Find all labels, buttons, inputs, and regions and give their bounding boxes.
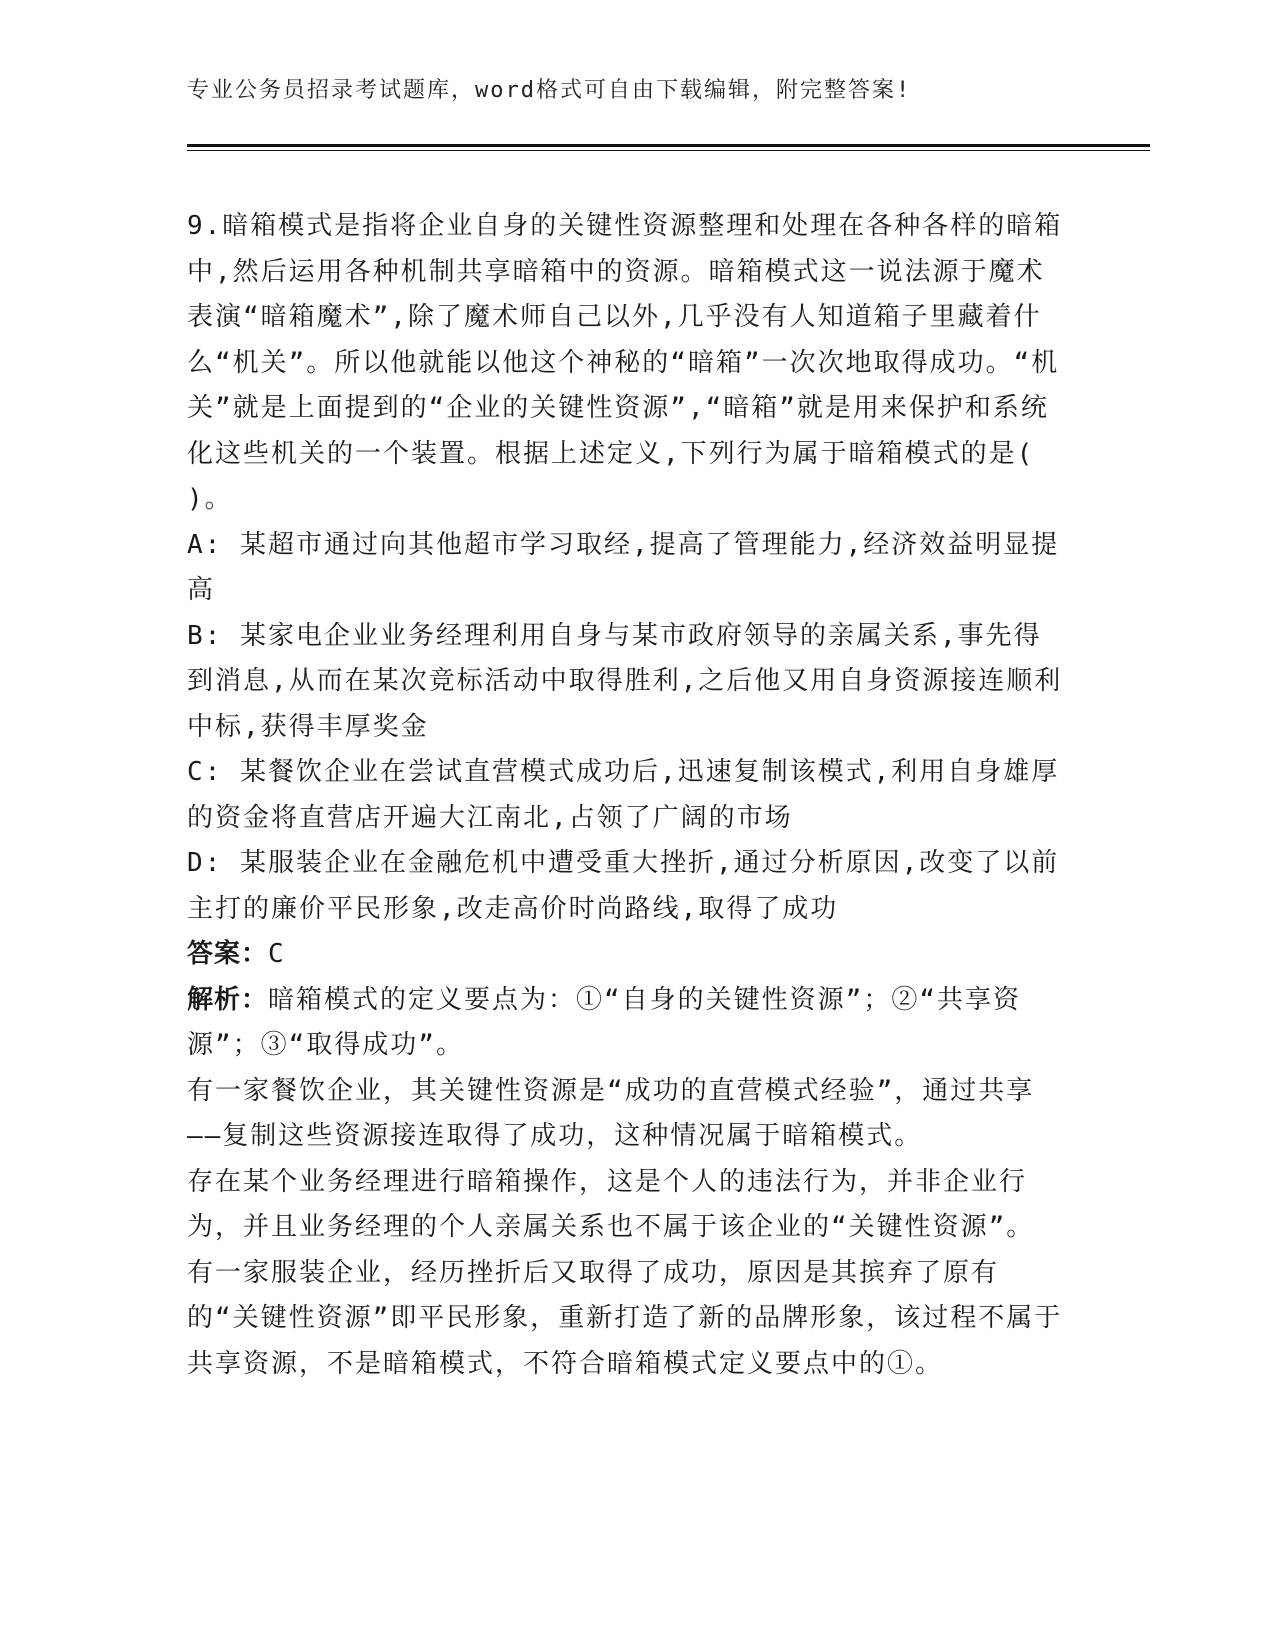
question-content	[187, 204, 1067, 1387]
answer-line	[187, 932, 1067, 978]
option-b: B: 某家电企业业务经理利用自身与某市政府领导的亲属关系,事先得到消息,从而在某次竞标活动中取得胜利,之后他又用自身资源接连顺利中标,获得丰厚奖金	[187, 620, 1063, 742]
option-d: D: 某服装企业在金融危机中遭受重大挫折,通过分析原因,改变了以前主打的廉价平民形象,改走高价时尚路线,取得了成功	[187, 848, 1060, 924]
analysis-paragraph-1: 有一家餐饮企业，其关键性资源是“成功的直营模式经验”，通过共享——复制这些资源接连取得了成功，这种情况属于暗箱模式。	[187, 1075, 1035, 1151]
option-c: C: 某餐饮企业在尝试直营模式成功后,迅速复制该模式,利用自身雄厚的资金将直营店开遍大江南北,占领了广阔的市场	[187, 757, 1060, 833]
analysis-intro-line	[187, 978, 1067, 1069]
answer-value: C	[268, 939, 286, 969]
analysis-intro: 暗箱模式的定义要点为：①“自身的关键性资源”；②“共享资源”；③“取得成功”。	[187, 984, 1021, 1060]
answer-label: 答案：	[187, 939, 269, 969]
analysis-paragraph-3: 有一家服装企业，经历挫折后又取得了成功，原因是其摈弃了原有的“关键性资源”即平民形象，重新打造了新的品牌形象，该过程不属于共享资源，不是暗箱模式，不符合暗箱模式定义要点中的①。	[187, 1257, 1063, 1379]
question-stem: 9.暗箱模式是指将企业自身的关键性资源整理和处理在各种各样的暗箱中,然后运用各种机制共享暗箱中的资源。暗箱模式这一说法源于魔术表演“暗箱魔术”,除了魔术师自己以外,几乎没有人知道箱子里藏着什么“机关”。所以他就能以他这个神秘的“暗箱”一次次地取得成功。“机关”就是上面提到的“企业的关键性资源”,“暗箱”就是用来保护和系统化这些机关的一个装置。根据上述定义,下列行为属于暗箱模式的是( )。	[187, 211, 1063, 514]
option-a: A: 某超市通过向其他超市学习取经,提高了管理能力,经济效益明显提高	[187, 529, 1060, 605]
analysis-label: 解析：	[187, 984, 269, 1015]
header-rule-thin	[187, 150, 1150, 151]
header-rule-thick	[187, 144, 1150, 147]
page-header: 专业公务员招录考试题库，word格式可自由下载编辑，附完整答案!	[187, 78, 912, 103]
analysis-paragraph-2: 存在某个业务经理进行暗箱操作，这是个人的违法行为，并非企业行为，并且业务经理的个人亲属关系也不属于该企业的“关键性资源”。	[187, 1166, 1035, 1242]
